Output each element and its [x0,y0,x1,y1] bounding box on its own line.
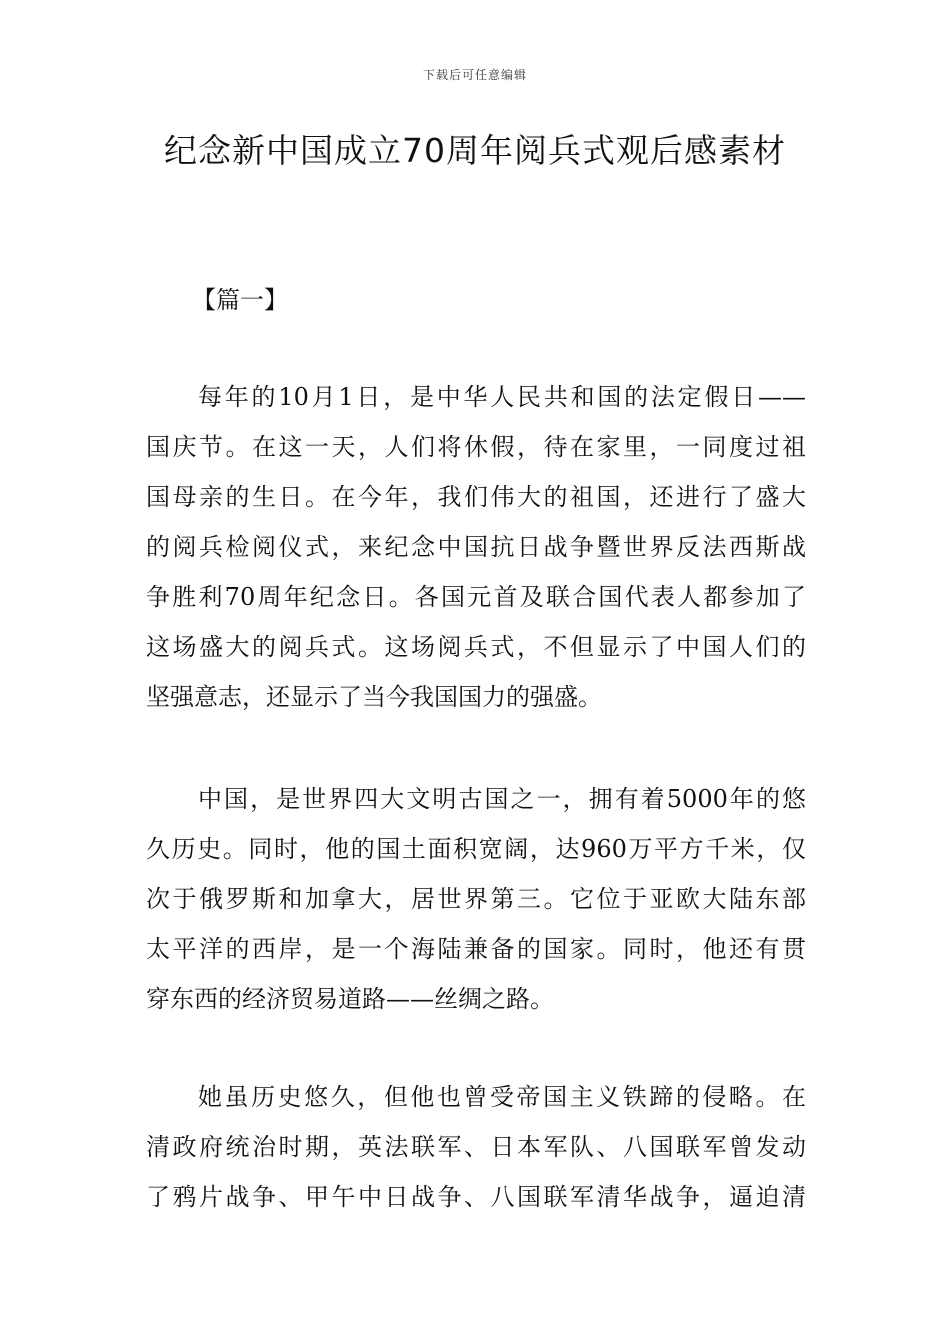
paragraph-1 [146,372,806,722]
paragraph-line: 穿东西的经济贸易道路——丝绸之路。 [146,985,554,1013]
paragraph-line: 中国，是世界四大文明古国之一，拥有着5000年的悠 [198,785,806,813]
paragraph-3 [146,1072,806,1222]
paragraph-line: 了鸦片战争、甲午中日战争、八国联军清华战争，逼迫清 [146,1183,806,1211]
section-label: 【篇一】 [192,286,288,314]
document-title: 纪念新中国成立70周年阅兵式观后感素材 [164,131,786,170]
paragraph-line: 清政府统治时期，英法联军、日本军队、八国联军曾发动 [146,1133,806,1161]
paragraph-line: 太平洋的西岸，是一个海陆兼备的国家。同时，他还有贯 [146,935,806,963]
paragraph-line: 这场盛大的阅兵式。这场阅兵式，不但显示了中国人们的 [146,633,806,661]
paragraph-line: 坚强意志，还显示了当今我国国力的强盛。 [146,683,602,711]
paragraph-2 [146,774,806,1024]
header-note: 下载后可任意编辑 [422,68,527,82]
paragraph-line: 国母亲的生日。在今年，我们伟大的祖国，还进行了盛大 [146,483,806,511]
paragraph-line: 次于俄罗斯和加拿大，居世界第三。它位于亚欧大陆东部 [146,885,806,913]
paragraph-line: 每年的10月1日，是中华人民共和国的法定假日—— [198,383,806,411]
paragraph-line: 争胜利70周年纪念日。各国元首及联合国代表人都参加了 [146,583,806,611]
paragraph-line: 国庆节。在这一天，人们将休假，待在家里，一同度过祖 [146,433,806,461]
paragraph-line: 她虽历史悠久，但他也曾受帝国主义铁蹄的侵略。在 [198,1083,806,1111]
paragraph-line: 久历史。同时，他的国土面积宽阔，达960万平方千米，仅 [146,835,806,863]
paragraph-line: 的阅兵检阅仪式，来纪念中国抗日战争暨世界反法西斯战 [146,533,806,561]
